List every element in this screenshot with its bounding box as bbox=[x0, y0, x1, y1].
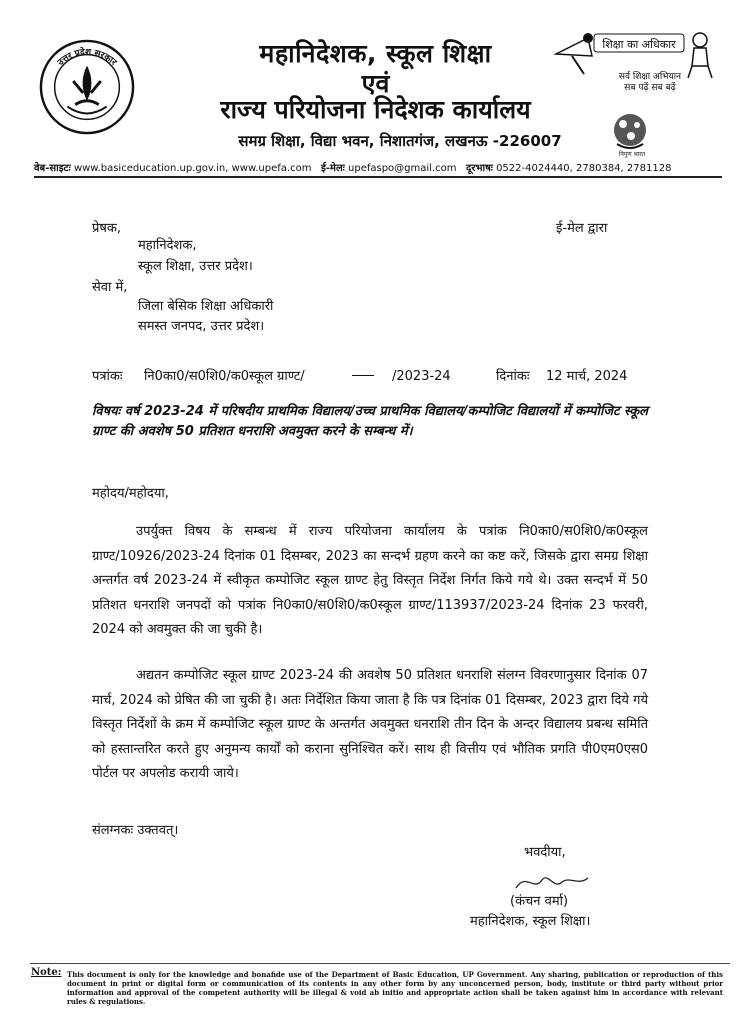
ref-blank-mark bbox=[352, 375, 374, 376]
letter-subject: विषयः वर्ष 2023-24 में परिषदीय प्राथमिक विद्यालय/उच्च प्राथमिक विद्यालय/कम्पोजिट विद्यालयों में कम्पोजिट स्कूल ग्राण्ट की अवशेष 50 प्रतिशत धनराशि अवमुक्त करने के सम्बन्ध में। bbox=[92, 404, 648, 439]
salutation: महोदय/महोदया, bbox=[92, 486, 169, 501]
date-label: दिनांकः bbox=[496, 369, 530, 384]
ssa-slogan bbox=[580, 72, 720, 94]
sender-line2: स्कूल शिक्षा, उत्तर प्रदेश। bbox=[138, 259, 253, 274]
header-title-line3: राज्य परियोजना निदेशक कार्यालय bbox=[220, 95, 531, 124]
email-via: ई-मेल द्वारा bbox=[556, 221, 608, 236]
email-label: ई-मेलः bbox=[320, 163, 345, 174]
ssa-line2: सब पढ़ें सब बढ़ें bbox=[624, 83, 676, 93]
nipun-label: निपुण भारत bbox=[618, 151, 646, 158]
phone-label: दूरभाषः bbox=[466, 163, 493, 174]
email-value: upefaspo@gmail.com bbox=[348, 163, 457, 174]
ref-value: नि0का0/स0शि0/क0स्कूल ग्राण्ट/ bbox=[144, 369, 305, 384]
header-title-line1: महानिदेशक, स्कूल शिक्षा bbox=[259, 39, 492, 68]
enclosure: संलग्नकः उक्तवत्। bbox=[92, 823, 179, 838]
signature bbox=[512, 868, 592, 896]
ssa-line1: सर्व शिक्षा अभियान bbox=[618, 72, 682, 82]
signatory-name: (कंचन वर्मा) bbox=[510, 894, 569, 909]
to-line2: समस्त जनपद, उत्तर प्रदेश। bbox=[138, 319, 265, 334]
web-label: वेब-साइटः bbox=[34, 163, 71, 174]
header-title-line2: एवं bbox=[361, 69, 390, 98]
closing: भवदीया, bbox=[524, 845, 566, 860]
web-value: www.basiceducation.up.gov.in, www.upefa.com bbox=[73, 163, 312, 174]
note-text: This document is only for the knowledge and bonafide use of the Department of Basic Education, UP Government. Any sharing, publication or reproduction of this document in print or digital form or communication of its contents in any other form by any unconcerned person, body, institute or third party without prior information and approval of the competent authority will be illegal & void ab initio and appropriate action shall be taken against him in accordance with relevant rules & regulations. bbox=[67, 970, 723, 1006]
body-paragraph-1: उपर्युक्त विषय के सम्बन्ध में राज्य परियोजना कार्यालय के पत्रांक नि0का0/स0शि0/क0स्कूल ग्राण्ट/10926/2023-24 दिनांक 01 दिसम्बर, 2023 का सन्दर्भ ग्रहण करने का कष्ट करें, जिसके द्वारा समग्र शिक्षा अन्तर्गत वर्ष 2023-24 में स्वीकृत कम्पोजिट स्कूल ग्राण्ट हेतु विस्तृत निर्देश निर्गत किये गये थे। उक्त सन्दर्भ में 50 प्रतिशत धनराशि जनपदों को पत्रांक नि0का0/स0शि0/क0स्कूल ग्राण्ट/113937/2023-24 दिनांक 23 फरवरी, 2024 को अवमुक्त की जा चुकी है। bbox=[92, 524, 648, 637]
right-logo-title: शिक्षा का अधिकार bbox=[602, 38, 676, 51]
to-line1: जिला बेसिक शिक्षा अधिकारी bbox=[138, 299, 274, 314]
contact-line bbox=[34, 160, 724, 174]
header-address: समग्र शिक्षा, विद्या भवन, निशातगंज, लखनऊ -226007 bbox=[238, 132, 562, 150]
ref-year: /2023-24 bbox=[392, 369, 451, 384]
date-value: 12 मार्च, 2024 bbox=[546, 369, 628, 384]
sender-line1: महानिदेशक, bbox=[138, 238, 197, 253]
header-divider bbox=[34, 176, 722, 178]
footer-divider bbox=[30, 963, 730, 964]
seal-text: उत्तर प्रदेश सरकार bbox=[55, 47, 119, 68]
phone-value: 0522-4024440, 2780384, 2781128 bbox=[496, 163, 672, 174]
sender-label: प्रेषक, bbox=[92, 221, 122, 236]
note-label: Note: bbox=[31, 967, 62, 978]
to-label: सेवा में, bbox=[92, 280, 128, 295]
signatory-title: महानिदेशक, स्कूल शिक्षा। bbox=[470, 914, 591, 929]
body-paragraph-2: अद्यतन कम्पोजिट स्कूल ग्राण्ट 2023-24 की अवशेष 50 प्रतिशत धनराशि संलग्न विवरणानुसार दिनांक 07 मार्च, 2024 को प्रेषित की जा चुकी है। अतः निर्देशित किया जाता है कि पत्र दिनांक 01 दिसम्बर, 2023 द्वारा दिये गये विस्तृत निर्देशों के क्रम में कम्पोजिट स्कूल ग्राण्ट के अन्तर्गत अवमुक्त धनराशि तीन दिन के अन्दर विद्यालय प्रबन्ध समिति को हस्तान्तरित करते हुए अनुमन्य कार्यों को कराना सुनिश्चित करें। साथ ही वित्तीय एवं भौतिक प्रगति पी0एम0एस0 पोर्टल पर अपलोड करायी जाये। bbox=[92, 668, 648, 781]
ref-label: पत्रांकः bbox=[92, 369, 123, 384]
